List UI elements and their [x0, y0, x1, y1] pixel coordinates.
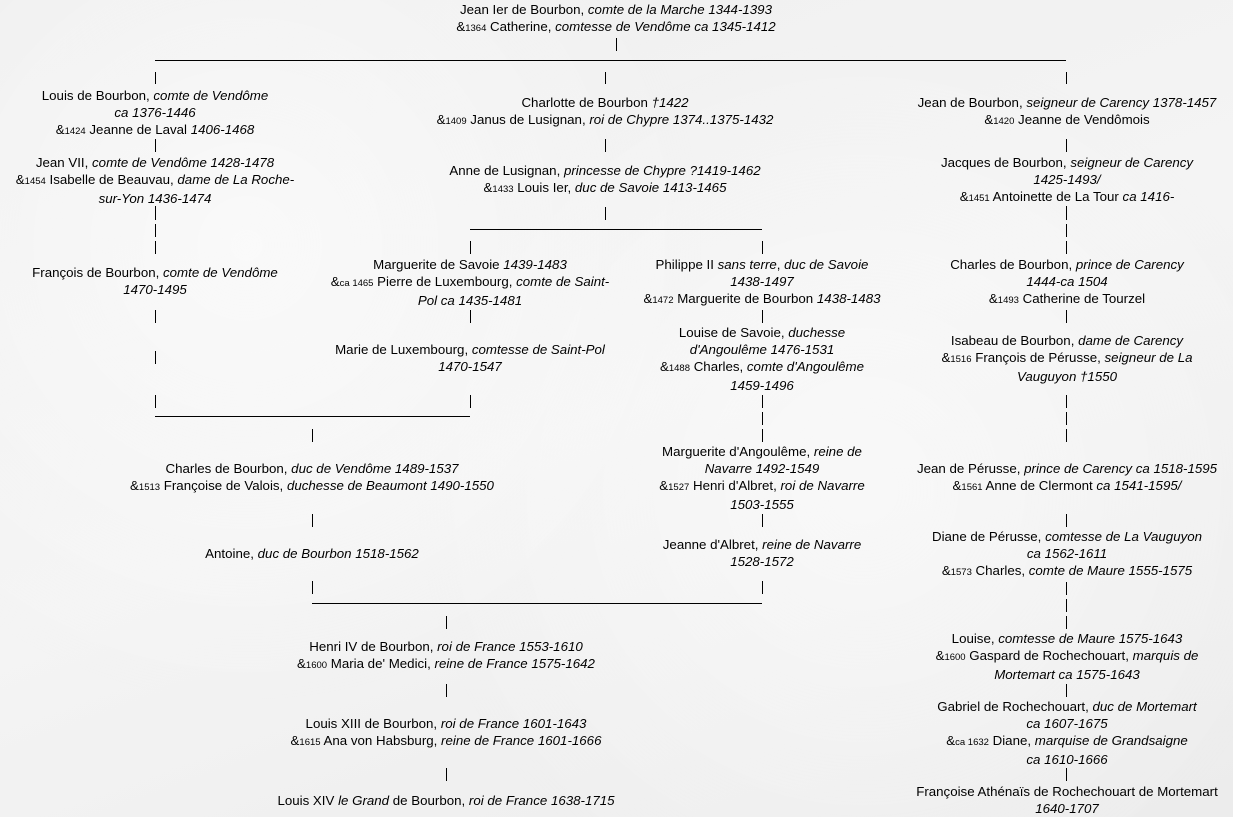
- person-text: seigneur de Carency 1378-1457: [1026, 95, 1217, 110]
- vertical-connector: [1066, 310, 1067, 323]
- vertical-connector: [762, 241, 763, 254]
- vertical-connector: [155, 224, 156, 237]
- person-text: Janus de Lusignan,: [466, 112, 590, 127]
- person-text: Jean de Bourbon,: [917, 95, 1027, 110]
- person-text: 1640-1707: [1035, 801, 1099, 816]
- person-text: †1422: [651, 95, 689, 110]
- person-text: roi de France 1553-1610: [437, 639, 583, 654]
- vertical-connector: [155, 139, 156, 152]
- marriage-year: 1364: [465, 23, 487, 34]
- person-line: [767, 290, 1233, 309]
- person-line: [767, 545, 1233, 562]
- person-text: Jeanne de Vendômois: [1014, 112, 1150, 127]
- person-jeanp: [767, 460, 1233, 496]
- person-line: [767, 188, 1233, 207]
- person-text: Pol ca 1435-1481: [417, 293, 523, 308]
- person-line: [462, 496, 1062, 513]
- person-text: duc de Vendôme 1489-1537: [291, 461, 459, 476]
- marriage-mark: &: [959, 189, 969, 204]
- person-line: [767, 94, 1233, 111]
- person-text: Gaspard de Rochechouart,: [965, 648, 1133, 663]
- vertical-connector: [1066, 224, 1067, 237]
- person-line: [767, 256, 1233, 273]
- person-text: comte de Vendôme: [163, 265, 278, 280]
- person-text: Ana von Habsburg,: [320, 733, 442, 748]
- vertical-connector: [155, 395, 156, 408]
- marriage-year: 1513: [138, 482, 161, 493]
- person-text: Charlotte de Bourbon: [521, 95, 652, 110]
- person-text: comte de Saint-: [516, 274, 610, 289]
- person-text: Vauguyon †1550: [1016, 369, 1118, 384]
- marriage-mark: &: [55, 122, 65, 137]
- person-text: 1438-1483: [816, 291, 881, 306]
- vertical-connector: [1066, 429, 1067, 442]
- person-line: [170, 341, 770, 358]
- person-text: Françoise Athénaïs de Rochechouart de Mortemart: [916, 784, 1218, 799]
- vertical-connector: [1066, 412, 1067, 425]
- marriage-mark: &: [130, 478, 139, 493]
- vertical-connector: [446, 616, 447, 629]
- vertical-connector: [605, 72, 606, 84]
- person-diane: [767, 528, 1233, 581]
- person-text: François de Pérusse,: [971, 350, 1105, 365]
- person-text: 1470-1495: [123, 282, 187, 297]
- marriage-mark: &: [935, 648, 945, 663]
- person-text: Charles,: [971, 563, 1029, 578]
- person-text: François de Bourbon,: [32, 265, 163, 280]
- person-text: Anne de Clermont: [982, 478, 1097, 493]
- person-text: Marguerite de Bourbon: [673, 291, 817, 306]
- person-text: ca 1562-1611: [1026, 546, 1108, 561]
- person-isabeau: [767, 332, 1233, 385]
- person-text: Diane,: [988, 733, 1035, 748]
- person-text: ca 1610-1666: [1026, 752, 1108, 767]
- vertical-connector: [312, 429, 313, 442]
- person-text: Isabelle de Beauvau,: [45, 172, 178, 187]
- marriage-mark: &: [946, 733, 956, 748]
- vertical-connector: [762, 429, 763, 442]
- person-text: ca 1376-1446: [114, 105, 196, 120]
- person-text: 1438-1497: [730, 274, 794, 289]
- person-line: [767, 783, 1233, 800]
- person-text: 1425-1493/: [1033, 172, 1101, 187]
- vertical-connector: [446, 768, 447, 781]
- person-text: prince de Carency: [1075, 257, 1184, 272]
- person-louis13: [146, 715, 746, 751]
- person-line: [767, 715, 1233, 732]
- person-line: [767, 368, 1233, 385]
- person-line: [767, 647, 1233, 666]
- horizontal-connector: [470, 229, 762, 230]
- marriage-mark: &: [330, 274, 340, 289]
- vertical-connector: [762, 395, 763, 408]
- marriage-year: 1454: [24, 176, 46, 187]
- marriage-mark: &: [290, 733, 300, 748]
- vertical-connector: [446, 684, 447, 697]
- person-text: reine de Navarre: [762, 537, 862, 552]
- vertical-connector: [616, 38, 617, 51]
- person-text: Catherine de Tourzel: [1018, 291, 1146, 306]
- person-text: marquis de: [1132, 648, 1199, 663]
- person-text: 1459-1496: [730, 378, 794, 393]
- vertical-connector: [1066, 395, 1067, 408]
- person-text: roi de Chypre 1374..1375-1432: [589, 112, 774, 127]
- horizontal-connector: [155, 416, 470, 417]
- person-text: ca 1607-1675: [1026, 716, 1108, 731]
- marriage-mark: &: [456, 19, 466, 34]
- person-text: Jean Ier de Bourbon,: [460, 2, 588, 17]
- person-text: Louis XIII de Bourbon,: [305, 716, 441, 731]
- person-text: Charles de Bourbon,: [950, 257, 1076, 272]
- person-text: roi de France 1601-1643: [440, 716, 587, 731]
- vertical-connector: [605, 207, 606, 220]
- person-text: Gabriel de Rochechouart,: [937, 699, 1093, 714]
- vertical-connector: [1066, 684, 1067, 697]
- person-line: [767, 154, 1233, 171]
- person-line: [767, 477, 1233, 496]
- marriage-mark: &: [297, 656, 306, 671]
- person-text: Jeanne de Laval: [85, 122, 191, 137]
- vertical-connector: [470, 310, 471, 323]
- marriage-mark: &: [941, 563, 951, 578]
- person-text: reine de France 1575-1642: [434, 656, 595, 671]
- person-line: [767, 630, 1233, 647]
- person-line: [170, 358, 770, 375]
- vertical-connector: [155, 310, 156, 323]
- person-text: Philippe II: [655, 257, 718, 272]
- person-text: Charles,: [690, 359, 747, 374]
- marriage-year: 1527: [668, 482, 690, 493]
- person-line: [767, 800, 1233, 817]
- person-text: Louis XIV: [277, 793, 339, 808]
- marriage-mark: &: [984, 112, 994, 127]
- person-text: Louis Ier,: [513, 180, 575, 195]
- marriage-year: 1516: [950, 354, 972, 365]
- person-text: Henri d'Albret,: [689, 478, 781, 493]
- person-text: duc de Mortemart: [1092, 699, 1197, 714]
- person-line: [146, 655, 746, 674]
- person-text: ,: [776, 257, 785, 272]
- person-text: d'Angoulême 1476-1531: [689, 342, 835, 357]
- person-line: [316, 18, 916, 37]
- marriage-mark: &: [659, 359, 669, 374]
- vertical-connector: [1066, 599, 1067, 612]
- vertical-connector: [1066, 582, 1067, 595]
- vertical-connector: [1066, 241, 1067, 254]
- person-text: duc de Bourbon 1518-1562: [257, 546, 419, 561]
- person-text: comte de Maure 1555-1575: [1028, 563, 1193, 578]
- person-charlesc: [767, 256, 1233, 309]
- person-line: [767, 273, 1233, 290]
- person-louis14: [146, 792, 746, 809]
- person-text: seigneur de La: [1104, 350, 1193, 365]
- vertical-connector: [155, 351, 156, 364]
- person-text: 1439-1483: [503, 257, 567, 272]
- person-text: Marie de Luxembourg,: [335, 342, 472, 357]
- marriage-mark: &: [659, 478, 669, 493]
- person-jacques: [767, 154, 1233, 207]
- person-text: Françoise de Valois,: [160, 478, 287, 493]
- person-text: duc de Savoie: [784, 257, 869, 272]
- vertical-connector: [762, 581, 763, 594]
- marriage-year: 1573: [950, 567, 972, 578]
- person-text: comte d'Angoulême: [746, 359, 865, 374]
- person-text: duchesse: [788, 325, 846, 340]
- person-text: comtesse de Vendôme ca 1345-1412: [555, 19, 776, 34]
- person-line: [146, 715, 746, 732]
- person-text: reine de France 1601-1666: [441, 733, 602, 748]
- marriage-mark: &: [952, 478, 962, 493]
- marriage-year: 1472: [652, 295, 674, 306]
- person-text: prince de Carency ca 1518-1595: [1024, 461, 1218, 476]
- vertical-connector: [762, 412, 763, 425]
- marriage-mark: &: [941, 350, 951, 365]
- person-text: comtesse de Saint-Pol: [471, 342, 605, 357]
- person-line: [146, 732, 746, 751]
- vertical-connector: [762, 310, 763, 323]
- marriage-year: ca 1465: [339, 278, 374, 289]
- vertical-connector: [1066, 616, 1067, 629]
- person-text: Jean de Pérusse,: [916, 461, 1025, 476]
- vertical-connector: [1066, 768, 1067, 781]
- person-jean1: [316, 1, 916, 37]
- person-text: sur-Yon 1436-1474: [98, 191, 212, 206]
- vertical-connector: [312, 581, 313, 594]
- person-text: Jean VII,: [35, 155, 93, 170]
- vertical-connector: [605, 139, 606, 152]
- person-text: 1503-1555: [730, 497, 794, 512]
- person-line: [146, 792, 746, 809]
- person-text: Catherine,: [486, 19, 556, 34]
- vertical-connector: [155, 72, 156, 84]
- marriage-year: 1561: [961, 482, 983, 493]
- person-line: [767, 332, 1233, 349]
- person-line: [767, 698, 1233, 715]
- vertical-connector: [1066, 72, 1067, 84]
- marriage-mark: &: [988, 291, 998, 306]
- person-marie: [170, 341, 770, 375]
- person-text: 1528-1572: [730, 554, 794, 569]
- horizontal-connector: [312, 603, 762, 604]
- person-text: Navarre 1492-1549: [704, 461, 820, 476]
- person-text: Marguerite d'Angoulême,: [662, 444, 814, 459]
- marriage-year: 1600: [305, 660, 328, 671]
- person-line: [767, 171, 1233, 188]
- vertical-connector: [155, 241, 156, 254]
- person-text: Jeanne d'Albret,: [662, 537, 763, 552]
- vertical-connector: [1066, 514, 1067, 527]
- vertical-connector: [1066, 139, 1067, 152]
- person-text: roi de Navarre: [780, 478, 865, 493]
- person-line: [767, 349, 1233, 368]
- person-text: dame de Carency: [1078, 333, 1184, 348]
- person-text: princesse de Chypre ?1419-1462: [563, 163, 761, 178]
- person-line: [767, 528, 1233, 545]
- person-text: Antoinette de La Tour: [989, 189, 1123, 204]
- person-text: Maria de' Medici,: [327, 656, 435, 671]
- person-text: le Grand: [338, 793, 390, 808]
- person-text: marquise de Grandsaigne: [1034, 733, 1188, 748]
- person-francoise: [767, 783, 1233, 817]
- person-text: Louis de Bourbon,: [41, 88, 154, 103]
- marriage-year: 1451: [968, 193, 990, 204]
- vertical-connector: [470, 241, 471, 254]
- marriage-year: ca 1632: [955, 737, 989, 748]
- marriage-year: 1433: [492, 184, 514, 195]
- person-line: [767, 751, 1233, 768]
- marriage-mark: &: [436, 112, 446, 127]
- person-text: Anne de Lusignan,: [449, 163, 564, 178]
- person-louisem: [767, 630, 1233, 683]
- vertical-connector: [1066, 206, 1067, 220]
- person-line: [767, 732, 1233, 751]
- person-text: duc de Savoie 1413-1465: [574, 180, 727, 195]
- vertical-connector: [312, 514, 313, 527]
- person-text: comtesse de La Vauguyon: [1045, 529, 1203, 544]
- person-text: roi de France 1638-1715: [468, 793, 615, 808]
- person-text: Diane de Pérusse,: [931, 529, 1046, 544]
- person-text: de Bourbon,: [389, 793, 469, 808]
- person-line: [146, 638, 746, 655]
- person-text: reine de: [813, 444, 862, 459]
- marriage-year: 1493: [997, 295, 1019, 306]
- person-text: sans terre: [717, 257, 777, 272]
- person-henri4: [146, 638, 746, 674]
- person-text: 1444-ca 1504: [1026, 274, 1108, 289]
- person-line: [316, 1, 916, 18]
- marriage-year: 1420: [993, 116, 1015, 127]
- person-text: Pierre de Luxembourg,: [373, 274, 517, 289]
- person-text: Mortemart ca 1575-1643: [994, 667, 1140, 682]
- horizontal-connector: [155, 60, 1066, 61]
- marriage-year: 1600: [944, 652, 966, 663]
- marriage-mark: &: [15, 172, 25, 187]
- marriage-year: 1488: [668, 363, 690, 374]
- marriage-year: 1409: [445, 116, 467, 127]
- marriage-mark: &: [643, 291, 653, 306]
- person-text: comte de Vendôme: [153, 88, 269, 103]
- marriage-mark: &: [483, 180, 493, 195]
- person-text: 1406-1468: [190, 122, 255, 137]
- person-text: 1470-1547: [438, 359, 502, 374]
- person-line: [767, 111, 1233, 130]
- person-text: Jacques de Bourbon,: [940, 155, 1071, 170]
- person-text: duchesse de Beaumont 1490-1550: [286, 478, 494, 493]
- person-text: dame de La Roche-: [177, 172, 295, 187]
- person-text: comte de la Marche 1344-1393: [587, 2, 772, 17]
- person-text: Charles de Bourbon,: [165, 461, 292, 476]
- vertical-connector: [155, 206, 156, 220]
- person-text: Marguerite de Savoie: [373, 257, 504, 272]
- marriage-year: 1424: [64, 126, 86, 137]
- person-gabriel: [767, 698, 1233, 768]
- person-line: [767, 460, 1233, 477]
- person-text: Henri IV de Bourbon,: [309, 639, 438, 654]
- vertical-connector: [762, 514, 763, 527]
- person-text: comtesse de Maure 1575-1643: [998, 631, 1183, 646]
- person-line: [462, 443, 1062, 460]
- person-text: comte de Vendôme 1428-1478: [92, 155, 275, 170]
- person-text: seigneur de Carency: [1070, 155, 1194, 170]
- person-text: ca 1416-: [1122, 189, 1175, 204]
- person-text: Louise,: [951, 631, 999, 646]
- person-line: [767, 666, 1233, 683]
- person-text: Antoine,: [205, 546, 258, 561]
- vertical-connector: [470, 395, 471, 408]
- marriage-year: 1615: [299, 737, 321, 748]
- person-text: ca 1541-1595/: [1096, 478, 1182, 493]
- person-text: Isabeau de Bourbon,: [950, 333, 1079, 348]
- person-text: Louise de Savoie,: [678, 325, 789, 340]
- person-jeanc: [767, 94, 1233, 130]
- person-line: [767, 562, 1233, 581]
